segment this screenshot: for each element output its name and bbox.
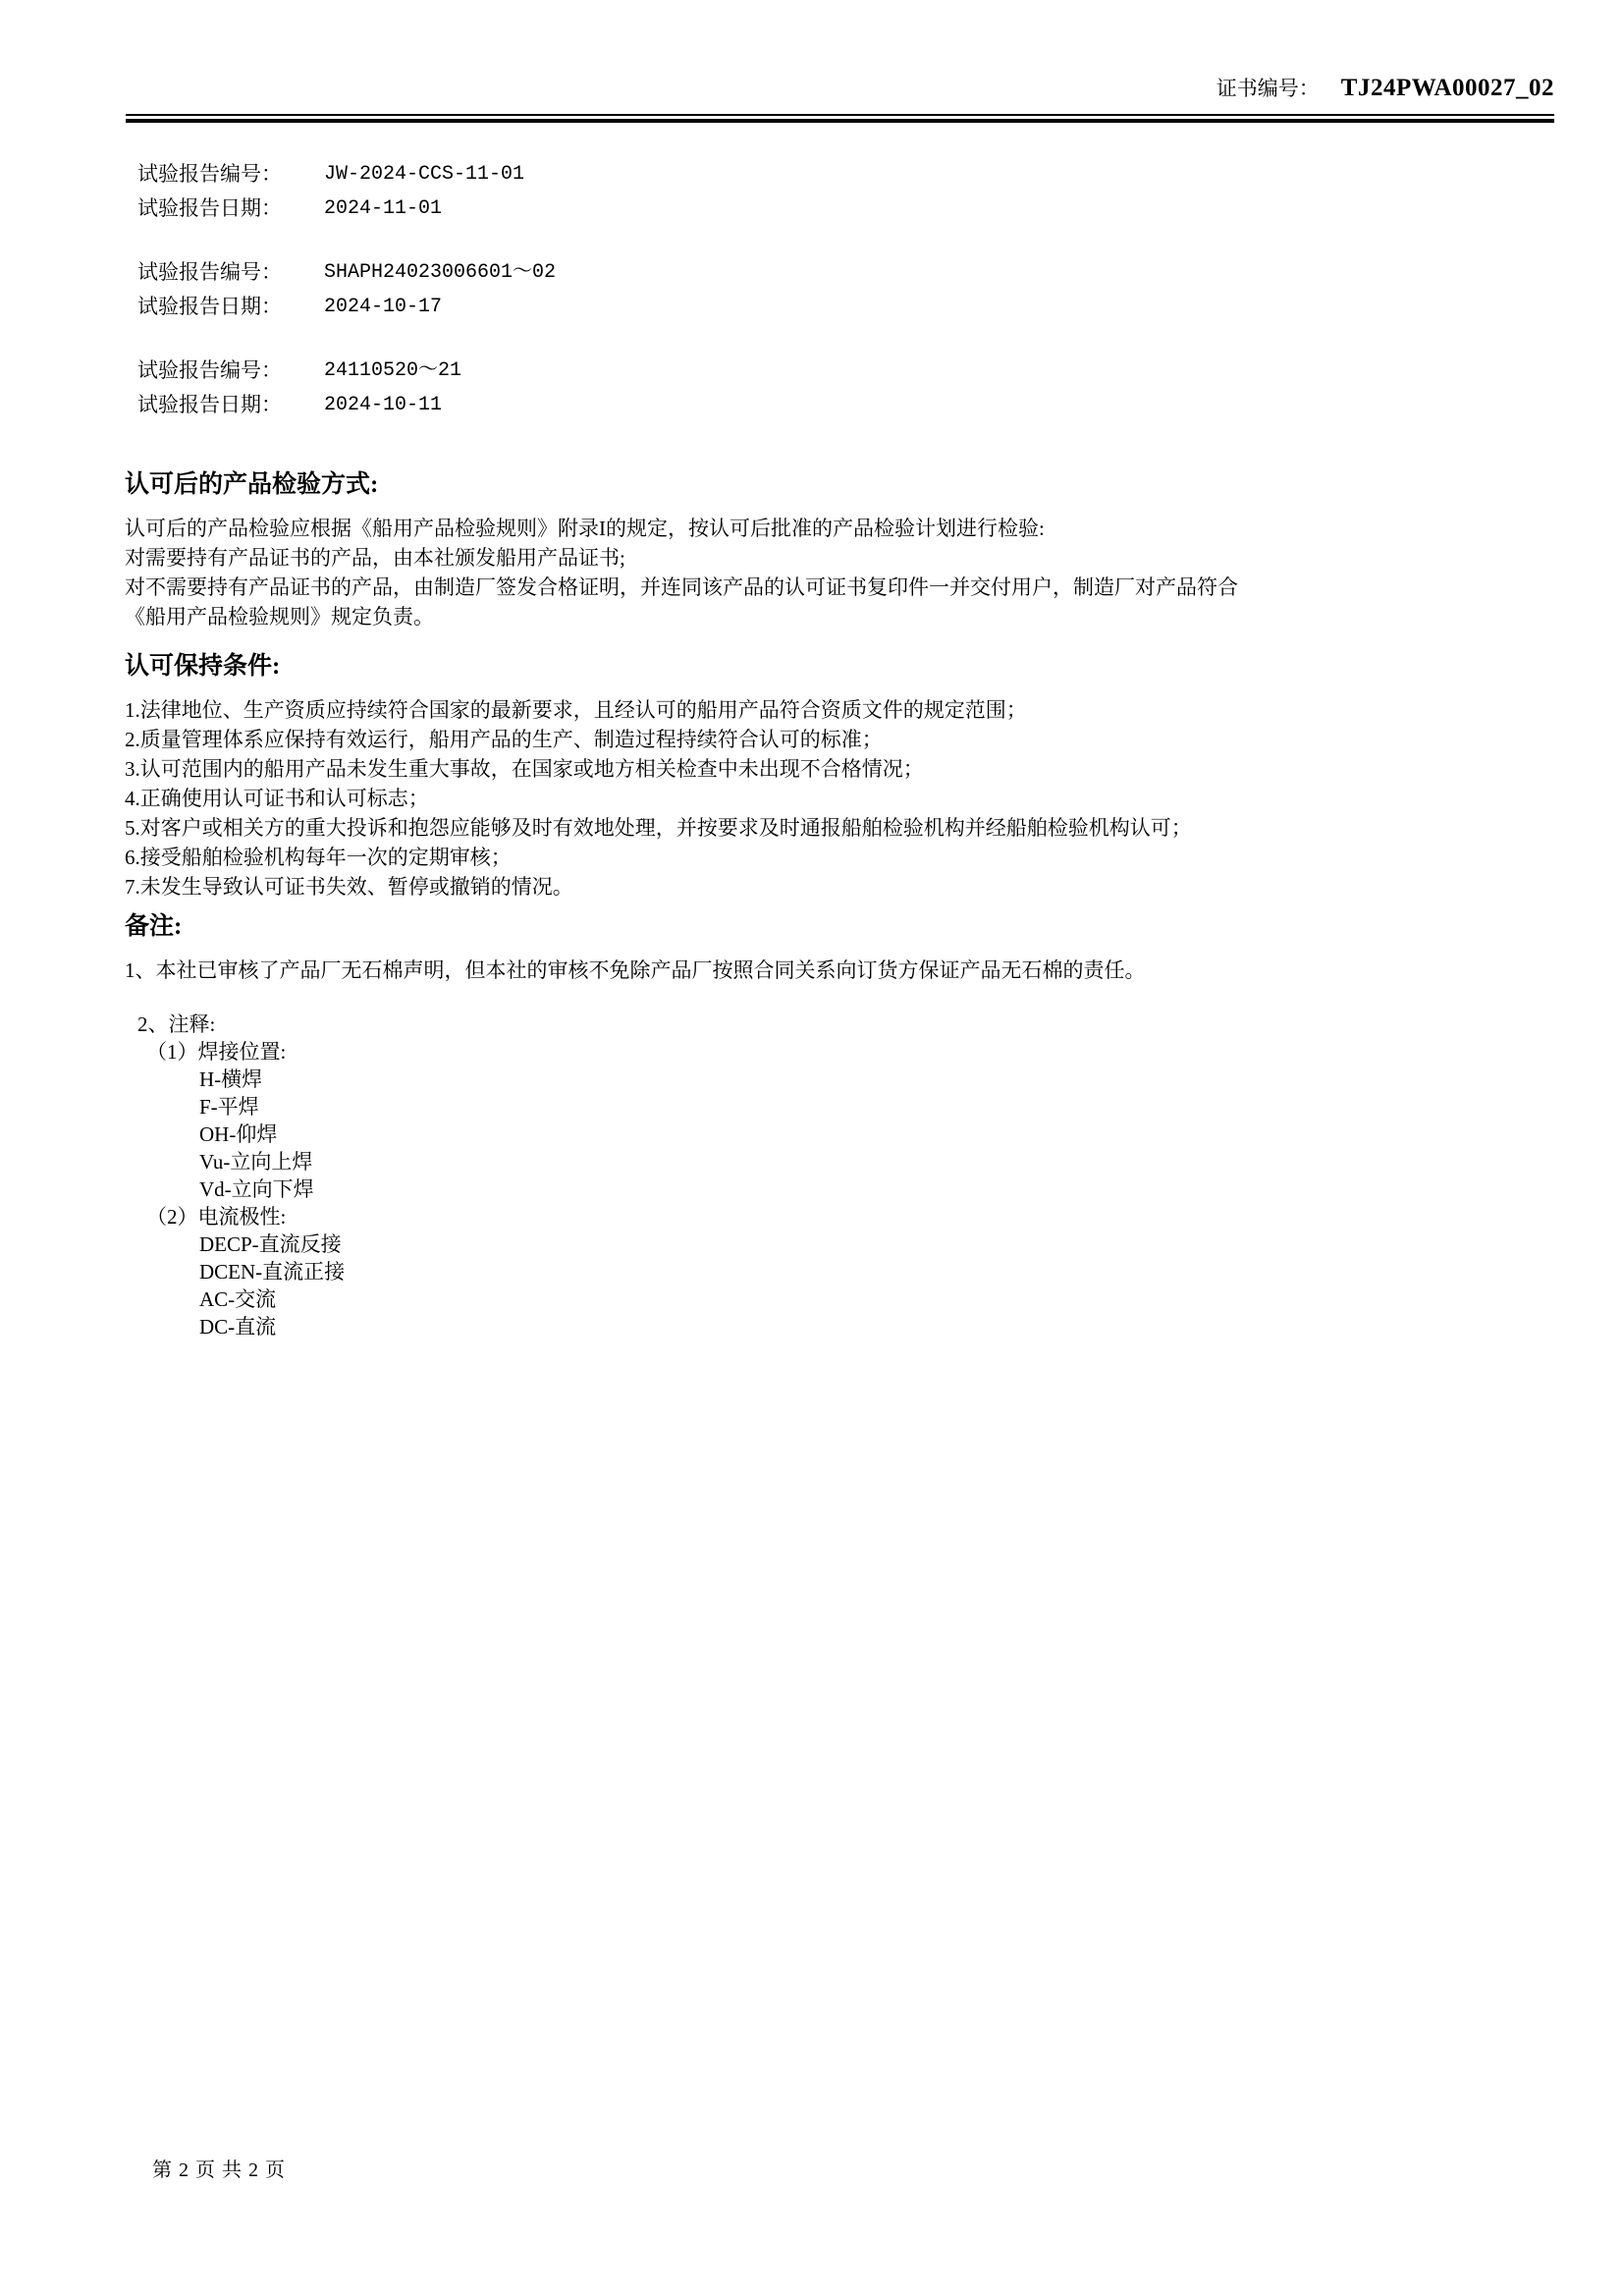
condition-item: 6.接受船舶检验机构每年一次的定期审核； [125,846,512,869]
current-polarity-item: DECP-直流反接 [199,1232,342,1256]
report-no-label: 试验报告编号： [137,162,282,186]
report-row [137,157,556,191]
report-row [137,388,556,422]
current-polarity-item: DC-直流 [199,1315,277,1339]
inspection-method-title: 认可后的产品检验方式: [125,471,379,498]
report-block [137,255,556,324]
report-row [137,354,556,388]
condition-item: 1.法律地位、生产资质应持续符合国家的最新要求，且经认可的船用产品符合资质文件的规定范围； [125,698,1027,722]
report-date-label: 试验报告日期： [137,393,282,416]
report-date-label: 试验报告日期： [137,196,282,220]
test-report-list [137,157,556,452]
weld-position-heading: （1）焊接位置: [146,1040,287,1064]
page-number: 第 2 页 共 2 页 [152,2159,286,2181]
approval-conditions-title: 认可保持条件: [125,653,281,680]
remarks-notes [125,1011,1563,1340]
weld-position-item: OH-仰焊 [199,1122,278,1146]
weld-position-item: Vu-立向上焊 [199,1150,313,1174]
header-divider-thick-line [126,119,1554,123]
condition-item: 7.未发生导致认可证书失效、暂停或撤销的情况。 [125,875,573,899]
cert-number-value: TJ24PWA00027_02 [1340,75,1554,101]
condition-item: 4.正确使用认可证书和认可标志； [125,787,429,810]
report-block [137,354,556,422]
approval-conditions-section [125,650,1563,902]
header [1216,73,1554,102]
inspection-method-line: 《船用产品检验规则》规定负责。 [125,605,434,629]
report-row [137,191,556,226]
inspection-method-line: 对不需要持有产品证书的产品，由制造厂签发合格证明，并连同该产品的认可证书复印件一并交付用户，制造厂对产品符合 [125,575,1238,599]
condition-item: 3.认可范围内的船用产品未发生重大事故，在国家或地方相关检查中未出现不合格情况； [125,757,924,781]
condition-item: 5.对客户或相关方的重大投诉和抱怨应能够及时有效地处理，并按要求及时通报船舶检验机构并经船舶检验机构认可； [125,816,1192,840]
report-date-label: 试验报告日期： [137,295,282,318]
current-polarity-item: DCEN-直流正接 [199,1260,346,1284]
inspection-method-line: 认可后的产品检验应根据《船用产品检验规则》附录I的规定，按认可后批准的产品检验计划进行检验: [125,517,1045,540]
report-no-label: 试验报告编号： [137,260,282,284]
weld-position-item: H-横焊 [199,1067,263,1091]
report-date-value: 2024-10-11 [324,394,443,416]
weld-position-item: F-平焊 [199,1095,259,1119]
current-polarity-heading: （2）电流极性: [146,1205,287,1229]
remarks-title: 备注: [125,913,183,940]
report-row [137,290,556,324]
remarks-section [125,910,1563,1340]
report-date-value: 2024-10-17 [324,296,443,318]
inspection-method-line: 对需要持有产品证书的产品，由本社颁发船用产品证书; [125,546,625,570]
report-row [137,255,556,290]
current-polarity-item: AC-交流 [199,1287,277,1311]
cert-number-label: 证书编号： [1216,77,1320,100]
note-heading: 2、注释: [137,1012,216,1036]
header-divider [126,114,1554,123]
header-divider-thin-line [126,114,1554,116]
inspection-method-section [125,468,1563,631]
report-no-value: JW-2024-CCS-11-01 [324,163,525,186]
report-no-value: SHAPH24023006601～02 [324,261,557,284]
report-block [137,157,556,226]
weld-position-item: Vd-立向下焊 [199,1177,314,1201]
report-no-value: 24110520～21 [324,359,462,382]
remark-item: 1、本社已审核了产品厂无石棉声明，但本社的审核不免除产品厂按照合同关系向订货方保证产品无石棉的责任。 [125,958,1146,982]
report-date-value: 2024-11-01 [324,197,443,220]
condition-item: 2.质量管理体系应保持有效运行，船用产品的生产、制造过程持续符合认可的标准； [125,728,883,751]
report-no-label: 试验报告编号： [137,358,282,382]
